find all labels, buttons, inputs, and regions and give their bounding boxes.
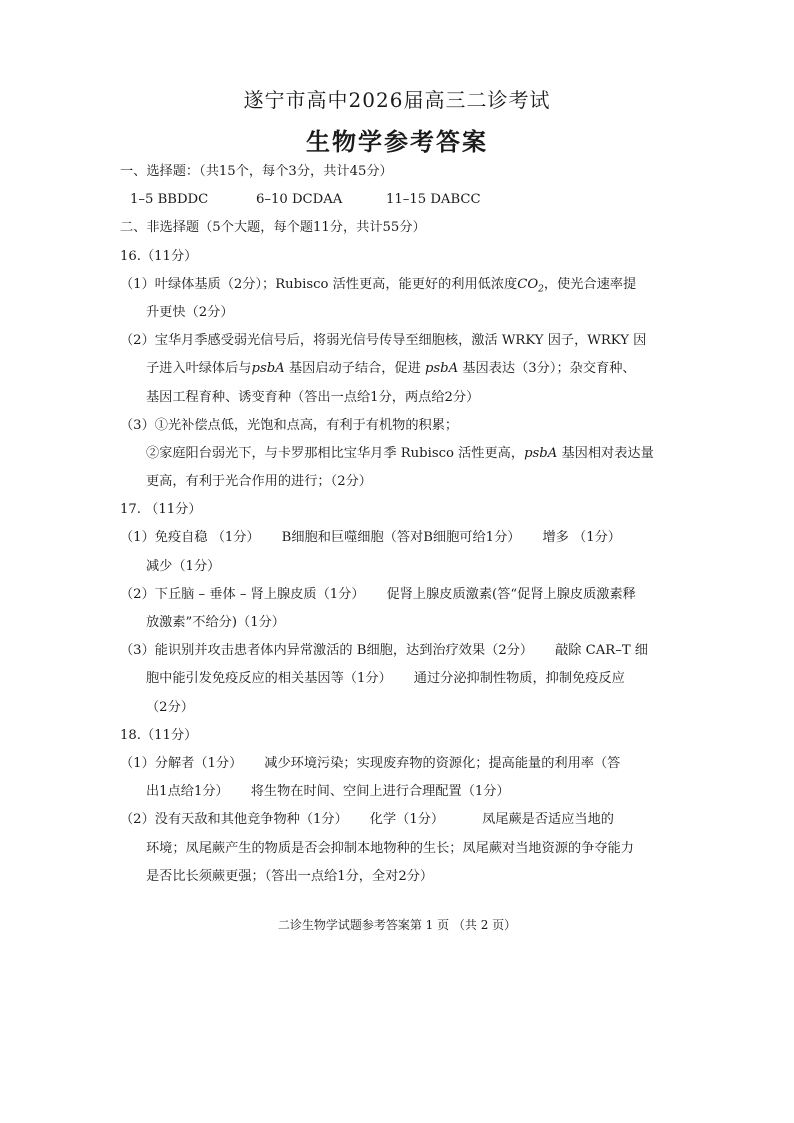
answers-1-5: 1–5 BBDDC [130, 192, 209, 208]
gene-psbA: psbA [424, 361, 459, 377]
q18-part2: （2）没有天敌和其他竞争物种（1分） 化学（1分） 凤尾蕨是否适应当地的 [120, 812, 614, 828]
choice-answers [120, 186, 680, 214]
q17-part1-cont: 减少（1分） [146, 558, 221, 574]
page-footer: 二诊生物学试题参考答案第 1 页 （共 2 页） [277, 918, 517, 932]
exam-title: 遂宁市高中2026届高三二诊考试 [243, 88, 551, 112]
q17-part3-cont2: （2分） [146, 699, 194, 715]
answers-6-10: 6–10 DCDAA [256, 192, 343, 208]
answer-body [120, 158, 680, 891]
q16-part2-cont2: 基因工程育种、诱变育种（答出一点给1分，两点给2分） [146, 389, 480, 405]
q16-part2-cont: 子进入叶绿体后与psbA 基因启动子结合，促进 psbA 基因表达（3分）；杂交育种、 [146, 361, 636, 377]
q18-part1: （1）分解者（1分） 减少环境污染；实现废弃物的资源化；提高能量的利用率（答 [120, 755, 621, 771]
gene-psbA: psbA [524, 445, 558, 461]
co2-formula: $CO_2$ [517, 276, 544, 295]
q17-part2: （2）下丘脑 – 垂体 – 肾上腺皮质（1分） 促肾上腺皮质激素(答“促肾上腺皮质激素释 [120, 586, 636, 602]
section2-heading: 二、非选择题（5个大题，每个题11分，共计55分） [120, 220, 426, 236]
document-title: 生物学参考答案 [306, 127, 488, 156]
q18-part2-cont2: 是否比长须蕨更强；（答出一点给1分，全对2分） [146, 868, 434, 884]
q17-part2-cont: 放激素”不给分)（1分） [146, 615, 285, 630]
q18-part2-cont: 环境；凤尾蕨产生的物质是否会抑制本地物种的生长；凤尾蕨对当地资源的争夺能力 [146, 840, 634, 856]
q16-part2: （2）宝华月季感受弱光信号后，将弱光信号传导至细胞核，激活 WRKY 因子，WRKY 因 [120, 333, 647, 349]
q16-part1-cont: 升更快（2分） [146, 304, 234, 320]
gene-psbA: psbA [251, 361, 285, 377]
q18-part1-cont: 出1点给1分） 将生物在时间、空间上进行合理配置（1分） [146, 784, 510, 800]
q16-number: 16.（11分） [120, 248, 198, 264]
q16-part3-b: ②家庭阳台弱光下，与卡罗那相比宝华月季 Rubisco 活性更高，psbA 基因相对表达量 [146, 445, 654, 461]
q17-part3-cont: 胞中能引发免疫反应的相关基因等（1分） 通过分泌抑制性物质，抑制免疫反应 [146, 671, 625, 687]
q17-part1: （1）免疫自稳 （1分） B细胞和巨噬细胞（答对B细胞可给1分） 增多 （1分） [120, 530, 621, 546]
q16-part1: （1）叶绿体基质（2分）；Rubisco 活性更高，能更好的利用低浓度$CO_2$，使光合速率提 [120, 276, 637, 295]
q16-part3-cont: 更高，有利于光合作用的进行；（2分） [146, 474, 372, 490]
answers-11-15: 11–15 DABCC [386, 192, 481, 208]
q16-part3: （3）①光补偿点低，光饱和点高，有利于有机物的积累； [120, 417, 459, 433]
q17-part3: （3）能识别并攻击患者体内异常激活的 B细胞，达到治疗效果（2分） 敲除 CAR–T 细 [120, 643, 648, 659]
q18-number: 18.（11分） [120, 727, 198, 743]
q17-number: 17. （11分） [120, 502, 202, 518]
section1-heading: 一、选择题：（共15个，每个3分，共计45分） [120, 164, 393, 179]
